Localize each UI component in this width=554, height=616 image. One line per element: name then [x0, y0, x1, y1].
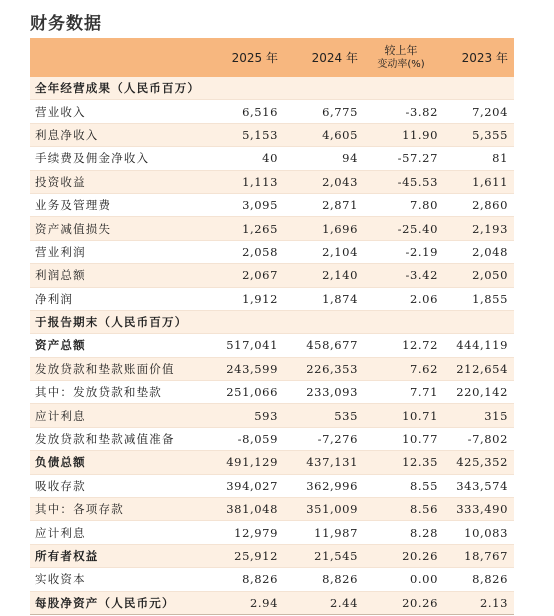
row-label: 利息净收入	[30, 123, 206, 146]
value-2025: 1,265	[206, 217, 284, 240]
value-2024: 437,131	[284, 451, 364, 474]
header-change	[364, 38, 444, 77]
value-2023: 425,352	[444, 451, 514, 474]
value-2025: 251,066	[206, 381, 284, 404]
value-2025: 1,912	[206, 287, 284, 310]
value-2023: 2,193	[444, 217, 514, 240]
change-rate: 12.72	[364, 334, 444, 357]
value-2023: 2.13	[444, 591, 514, 614]
header-label-cell	[30, 38, 206, 77]
value-2025: 40	[206, 147, 284, 170]
value-2023: 212,654	[444, 357, 514, 380]
change-rate: 8.56	[364, 498, 444, 521]
value-2023: 1,855	[444, 287, 514, 310]
value-2023: 315	[444, 404, 514, 427]
table-row	[30, 404, 514, 427]
value-2024: 2,104	[284, 240, 364, 263]
value-2023: 8,826	[444, 568, 514, 591]
value-2025: 243,599	[206, 357, 284, 380]
row-label: 每股净资产（人民币元）	[30, 591, 206, 614]
change-rate: 11.90	[364, 123, 444, 146]
value-2023: 7,204	[444, 100, 514, 123]
table-row	[30, 123, 514, 146]
value-2024: 4,605	[284, 123, 364, 146]
row-label: 吸收存款	[30, 474, 206, 497]
value-2023: 1,611	[444, 170, 514, 193]
row-label: 营业利润	[30, 240, 206, 263]
page-title: 财务数据	[30, 14, 102, 34]
table-row	[30, 147, 514, 170]
row-label: 资产减值损失	[30, 217, 206, 240]
table-row	[30, 521, 514, 544]
table-row	[30, 544, 514, 567]
row-label: 实收资本	[30, 568, 206, 591]
value-2025: 25,912	[206, 544, 284, 567]
value-2024	[284, 77, 364, 100]
value-2023: 2,050	[444, 264, 514, 287]
table-row	[30, 170, 514, 193]
change-rate	[364, 77, 444, 100]
value-2025: 593	[206, 404, 284, 427]
change-rate: -25.40	[364, 217, 444, 240]
value-2024	[284, 310, 364, 333]
value-2023: -7,802	[444, 427, 514, 450]
value-2025: -8,059	[206, 427, 284, 450]
change-rate: 7.71	[364, 381, 444, 404]
change-rate: 7.62	[364, 357, 444, 380]
header-row	[30, 38, 514, 77]
value-2024: 1,696	[284, 217, 364, 240]
row-label: 业务及管理费	[30, 193, 206, 216]
header-2024: 2024 年	[284, 38, 364, 77]
row-label: 利润总额	[30, 264, 206, 287]
value-2023: 81	[444, 147, 514, 170]
row-label: 其中：各项存款	[30, 498, 206, 521]
row-label: 于报告期末（人民币百万）	[30, 310, 206, 333]
value-2024: 6,775	[284, 100, 364, 123]
change-rate: -3.82	[364, 100, 444, 123]
financial-data-table	[30, 38, 514, 615]
value-2024: 226,353	[284, 357, 364, 380]
change-rate: 12.35	[364, 451, 444, 474]
row-label: 发放贷款和垫款账面价值	[30, 357, 206, 380]
value-2024: 351,009	[284, 498, 364, 521]
table-row	[30, 568, 514, 591]
table-row	[30, 100, 514, 123]
value-2025: 517,041	[206, 334, 284, 357]
table-row	[30, 381, 514, 404]
value-2025: 394,027	[206, 474, 284, 497]
value-2025	[206, 77, 284, 100]
value-2023: 343,574	[444, 474, 514, 497]
header-2023: 2023 年	[444, 38, 514, 77]
row-label: 营业收入	[30, 100, 206, 123]
row-label: 手续费及佣金净收入	[30, 147, 206, 170]
value-2024: 21,545	[284, 544, 364, 567]
value-2023: 18,767	[444, 544, 514, 567]
value-2024: 1,874	[284, 287, 364, 310]
value-2024: -7,276	[284, 427, 364, 450]
header-2025: 2025 年	[206, 38, 284, 77]
value-2024: 362,996	[284, 474, 364, 497]
row-label: 全年经营成果（人民币百万）	[30, 77, 206, 100]
row-label: 投资收益	[30, 170, 206, 193]
table-row	[30, 287, 514, 310]
value-2023: 2,048	[444, 240, 514, 263]
value-2024: 233,093	[284, 381, 364, 404]
row-label: 应计利息	[30, 521, 206, 544]
change-rate: -2.19	[364, 240, 444, 263]
value-2024: 2,043	[284, 170, 364, 193]
change-rate: 7.80	[364, 193, 444, 216]
change-rate	[364, 310, 444, 333]
value-2025: 5,153	[206, 123, 284, 146]
value-2025: 12,979	[206, 521, 284, 544]
row-label: 资产总额	[30, 334, 206, 357]
value-2024: 458,677	[284, 334, 364, 357]
value-2023: 10,083	[444, 521, 514, 544]
change-rate: 8.28	[364, 521, 444, 544]
value-2023	[444, 310, 514, 333]
value-2024: 94	[284, 147, 364, 170]
value-2024: 8,826	[284, 568, 364, 591]
row-label: 负债总额	[30, 451, 206, 474]
value-2023	[444, 77, 514, 100]
value-2024: 2.44	[284, 591, 364, 614]
change-rate: 0.00	[364, 568, 444, 591]
value-2025: 2,058	[206, 240, 284, 263]
change-rate: -3.42	[364, 264, 444, 287]
table-row	[30, 193, 514, 216]
value-2025	[206, 310, 284, 333]
section-row	[30, 310, 514, 333]
change-rate: -57.27	[364, 147, 444, 170]
change-rate: 20.26	[364, 591, 444, 614]
value-2023: 2,860	[444, 193, 514, 216]
table-row	[30, 217, 514, 240]
header-change-bottom: 变动率(%)	[377, 58, 425, 70]
value-2025: 2.94	[206, 591, 284, 614]
value-2023: 220,142	[444, 381, 514, 404]
row-label: 其中：发放贷款和垫款	[30, 381, 206, 404]
value-2024: 2,140	[284, 264, 364, 287]
table-row	[30, 591, 514, 614]
value-2025: 491,129	[206, 451, 284, 474]
change-rate: 2.06	[364, 287, 444, 310]
value-2025: 3,095	[206, 193, 284, 216]
value-2025: 8,826	[206, 568, 284, 591]
table-row	[30, 474, 514, 497]
change-rate: 10.71	[364, 404, 444, 427]
value-2025: 2,067	[206, 264, 284, 287]
row-label: 所有者权益	[30, 544, 206, 567]
change-rate: -45.53	[364, 170, 444, 193]
value-2024: 11,987	[284, 521, 364, 544]
value-2025: 6,516	[206, 100, 284, 123]
table-header	[30, 38, 514, 77]
table-row	[30, 451, 514, 474]
section-row	[30, 77, 514, 100]
value-2023: 5,355	[444, 123, 514, 146]
table-row	[30, 240, 514, 263]
value-2023: 444,119	[444, 334, 514, 357]
value-2024: 535	[284, 404, 364, 427]
table-body	[30, 77, 514, 614]
value-2025: 1,113	[206, 170, 284, 193]
row-label: 净利润	[30, 287, 206, 310]
row-label: 发放贷款和垫款减值准备	[30, 427, 206, 450]
row-label: 应计利息	[30, 404, 206, 427]
value-2023: 333,490	[444, 498, 514, 521]
table-row	[30, 357, 514, 380]
value-2025: 381,048	[206, 498, 284, 521]
table-row	[30, 498, 514, 521]
value-2024: 2,871	[284, 193, 364, 216]
change-rate: 10.77	[364, 427, 444, 450]
change-rate: 8.55	[364, 474, 444, 497]
header-change-top: 较上年	[384, 43, 418, 57]
table-row	[30, 264, 514, 287]
table-row	[30, 427, 514, 450]
change-rate: 20.26	[364, 544, 444, 567]
table-row	[30, 334, 514, 357]
